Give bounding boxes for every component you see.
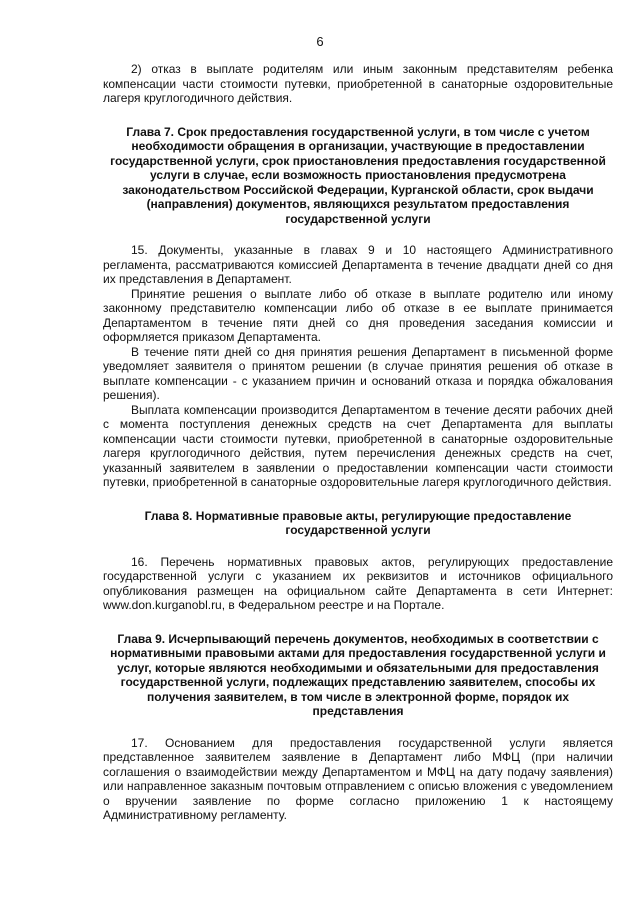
paragraph-payment: Выплата компенсации производится Департаментом в течение десяти рабочих дней с момента поступления денежных средств на счет Департамента для выплаты компенсации части стоимости путевки, приобретенной в санаторные оздоровительные лагеря круглогодичного действия, путем перечисления денежных средств на счет, указанный заявителем в заявлении о предоставлении компенсации части стоимости путевки, приобретенной в санаторные оздоровительные лагеря круглогодичного действия.: [103, 402, 613, 489]
paragraph-refusal-item: 2) отказ в выплате родителям или иным законным представителям ребенка компенсации части стоимости путевки, приобретенной в санаторные оздоровительные лагеря круглогодичного действия.: [103, 62, 613, 105]
paragraph-15: 15. Документы, указанные в главах 9 и 10 настоящего Административного регламента, рассматриваются комиссией Департамента в течение двадцати дней со дня их представления в Департамент.: [103, 243, 613, 286]
page-number: 6: [316, 34, 324, 49]
paragraph-17: 17. Основанием для предоставления государственной услуги является представленное заявителем заявление в Департамент либо МФЦ (при наличии соглашения о взаимодействии между Департаментом и МФЦ на дату подачу заявления) или направленное заказным почтовым отправлением с описью вложения с уведомлением о вручении заявление по форме согласно приложению 1 к настоящему Административному регламенту.: [103, 735, 613, 822]
chapter-8-heading: Глава 8. Нормативные правовые акты, регулирующие предоставление государственной услуги: [144, 508, 572, 537]
paragraph-16: 16. Перечень нормативных правовых актов, регулирующих предоставление государственной услуги с указанием их реквизитов и источников официального опубликования размещен на официальном сайте Департамента в сети Интернет: www.don.kurganobl.ru, в Федеральном реестре и на Портале.: [103, 554, 613, 612]
paragraph-notification: В течение пяти дней со дня принятия решения Департамент в письменной форме уведомляет заявителя о принятом решении (в случае принятия решения об отказе в выплате компенсации - с указанием причин и оснований отказа и порядка обжалования решения).: [103, 344, 613, 402]
document-body: [103, 62, 613, 823]
chapter-7-heading: Глава 7. Срок предоставления государственной услуги, в том числе с учетом необходимости обращения в организации, участвующие в предоставлении государственной услуги, срок приостановления предоставления государственной услуги в случае, если возможность приостановления предусмотрена законодательством Российской Федерации, Курганской области, срок выдачи (направления) документов, являющихся результатом предоставления государственной услуги: [110, 124, 606, 226]
chapter-9-heading: Глава 9. Исчерпывающий перечень документов, необходимых в соответствии с нормативными правовыми актами для предоставления государственной услуги и услуг, которые являются необходимыми и обязательными для предоставления государственной услуги, подлежащих представлению заявителем, способы их получения заявителем, в том числе в электронной форме, порядок их представления: [110, 631, 606, 718]
paragraph-decision: Принятие решения о выплате либо об отказе в выплате родителю или иному законному представителю компенсации либо об отказе в ее выплате принимается Департаментом в течение пяти дней со дня проведения заседания комиссии и оформляется приказом Департамента.: [103, 286, 613, 344]
